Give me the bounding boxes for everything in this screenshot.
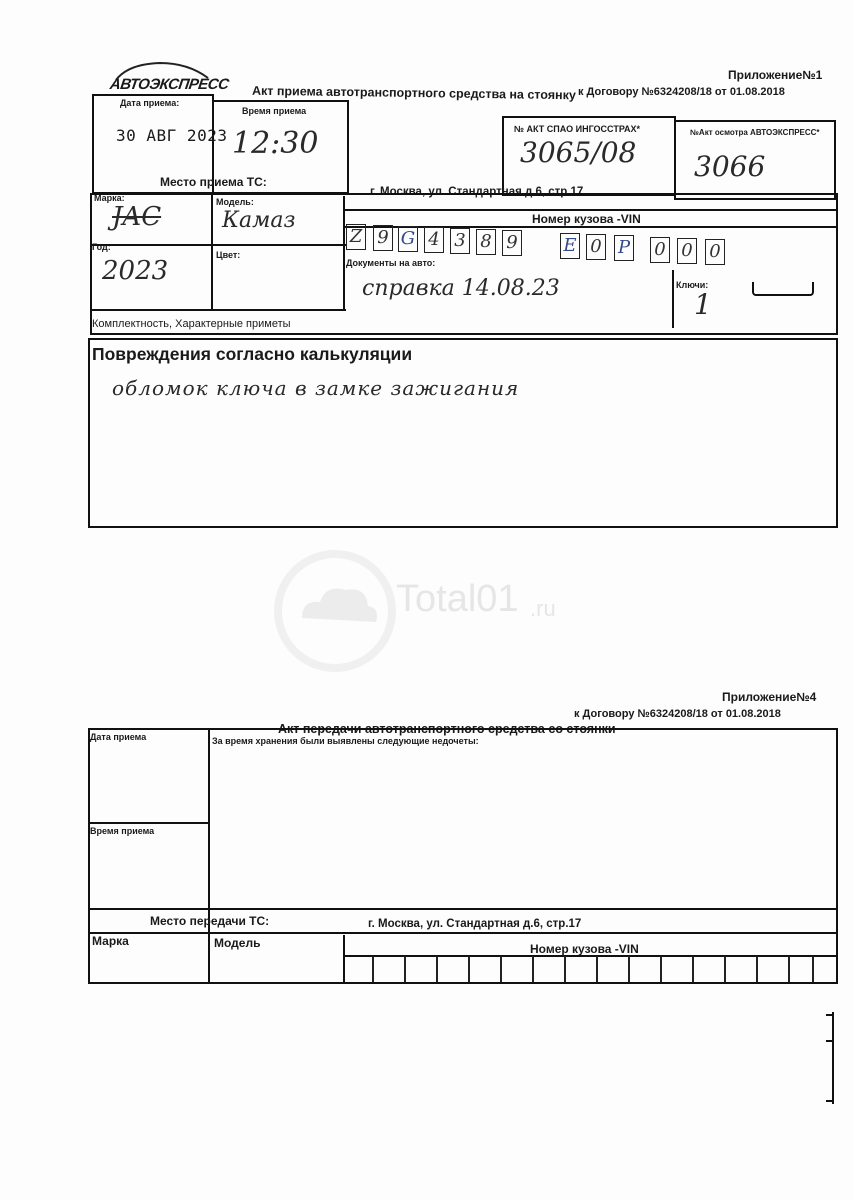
- vin-cell-divider: [660, 956, 662, 982]
- vin-char: Z: [346, 224, 366, 250]
- autoexpress-label: №Акт осмотра АВТОЭКСПРЕСС*: [690, 128, 820, 137]
- vin-label: Номер кузова -VIN: [532, 212, 641, 226]
- bottom-h1: [88, 822, 210, 824]
- vin-cell-divider: [788, 956, 790, 982]
- bottom-model-label: Модель: [214, 936, 261, 950]
- grid-h4: [345, 226, 837, 228]
- edge-mark: [832, 1012, 834, 1104]
- appendix-label: Приложение№1: [728, 68, 823, 82]
- vin-char: 4: [424, 227, 444, 253]
- bottom-h3: [88, 932, 838, 934]
- color-label: Цвет:: [216, 250, 241, 260]
- vin-cell-divider: [372, 956, 374, 982]
- vin-cell-divider: [436, 956, 438, 982]
- grid-v1: [211, 193, 213, 311]
- grid-h1: [90, 244, 346, 246]
- vin-char: G: [398, 226, 418, 252]
- bottom-time-label: Время приема: [90, 826, 155, 836]
- vin-cell-divider: [500, 956, 502, 982]
- grid-h3: [345, 209, 837, 211]
- vin-char: 3: [450, 228, 470, 254]
- edge-mark: [826, 1100, 834, 1102]
- vin-cell-divider: [532, 956, 534, 982]
- form-title: Акт приема автотранспортного средства на стоянку: [251, 83, 576, 103]
- damage-box: [88, 338, 838, 528]
- vin-cell-divider: [628, 956, 630, 982]
- bottom-vin-label: Номер кузова -VIN: [530, 942, 639, 956]
- time-label: Время приема: [242, 106, 307, 116]
- vin-char: 9: [502, 230, 522, 256]
- brand-value: JAC: [112, 202, 162, 232]
- contract-label: к Договору №6324208/18 от 01.08.2018: [578, 86, 785, 98]
- bottom-v2: [343, 935, 345, 983]
- autoexpress-logo: [108, 60, 230, 98]
- model-label: Модель:: [216, 197, 254, 207]
- year-value: 2023: [102, 256, 169, 286]
- bottom-h2: [88, 908, 838, 910]
- vin-char: 9: [373, 225, 393, 251]
- vin-cell-divider: [468, 956, 470, 982]
- vin-char: E: [560, 233, 580, 259]
- damage-text: Повреждения согласно калькуляции: [92, 344, 413, 364]
- date-stamp: 30 АВГ 2023: [116, 126, 228, 145]
- defects-label: За время хранения были выявлены следующие недочеты:: [212, 736, 479, 746]
- vin-char: 0: [705, 239, 725, 265]
- spao-value: 3065/08: [520, 136, 637, 169]
- vin-cell-divider: [724, 956, 726, 982]
- autoexpress-value: 3066: [694, 150, 766, 183]
- vin-cell-divider: [692, 956, 694, 982]
- keys-label: Ключи:: [676, 280, 709, 290]
- grid-v2: [343, 196, 345, 311]
- bottom-grid: [88, 728, 838, 984]
- watermark-text: Total01: [396, 578, 519, 620]
- vin-char: P: [614, 235, 634, 261]
- vin-char: 0: [677, 238, 697, 264]
- bottom-place-label: Место передачи ТС:: [150, 914, 270, 928]
- vin-cell-divider: [404, 956, 406, 982]
- completeness-label: Комплектность, Характерные приметы: [92, 318, 291, 330]
- spao-label: № АКТ СПАО ИНГОССТРАХ*: [514, 124, 641, 134]
- grid-v3: [672, 270, 674, 328]
- model-value: Камаз: [222, 208, 296, 233]
- bottom-appendix: Приложение№4: [722, 690, 817, 704]
- damage-note: обломок ключа в замке зажигания: [112, 376, 520, 400]
- bottom-title: Акт передачи автотранспортного средства со стоянки: [278, 722, 616, 736]
- time-value: 12:30: [232, 126, 319, 161]
- vin-cell-divider: [812, 956, 814, 982]
- vin-cell-divider: [564, 956, 566, 982]
- bottom-v1: [208, 730, 210, 982]
- grid-h2: [90, 309, 346, 311]
- edge-mark: [826, 1014, 834, 1016]
- vin-char: 8: [476, 229, 496, 255]
- edge-mark: [826, 1040, 834, 1042]
- place-label: Место приема ТС:: [160, 175, 267, 189]
- date-label: Дата приема:: [120, 98, 180, 108]
- bottom-contract: к Договору №6324208/18 от 01.08.2018: [574, 708, 781, 720]
- brand-label: Марка:: [94, 193, 125, 203]
- year-label: Год:: [92, 242, 111, 252]
- bottom-place-value: г. Москва, ул. Стандартная д.6, стр.17: [368, 918, 582, 930]
- bottom-brand-label: Марка: [92, 934, 129, 948]
- vin-char: 0: [586, 234, 606, 260]
- vin-cell-divider: [596, 956, 598, 982]
- docs-value: справка 14.08.23: [362, 276, 560, 301]
- docs-label: Документы на авто:: [346, 258, 436, 268]
- keys-value: 1: [694, 288, 712, 321]
- place-value: г. Москва, ул. Стандартная д.6, стр.17: [370, 186, 584, 198]
- logo-text: АВТОЭКСПРЕСС: [108, 76, 230, 93]
- watermark-suffix: .ru: [530, 596, 556, 621]
- vin-cell-divider: [756, 956, 758, 982]
- vin-char: 0: [650, 237, 670, 263]
- bottom-date-label: Дата приема: [90, 732, 147, 742]
- watermark: [274, 550, 594, 680]
- cloud-car-icon: [292, 578, 382, 638]
- vehicle-grid: [90, 193, 838, 335]
- keys-bracket: [752, 282, 814, 296]
